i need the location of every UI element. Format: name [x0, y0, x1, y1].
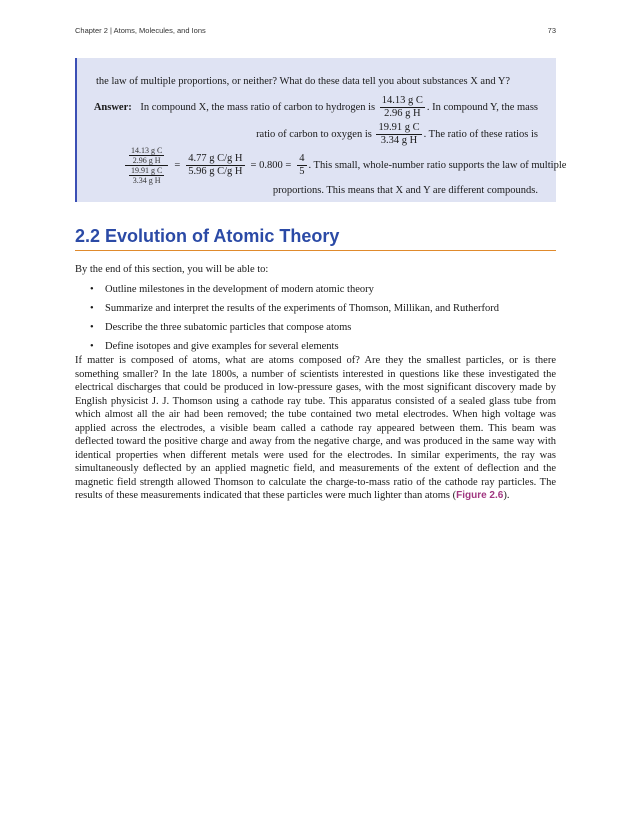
small-fraction-top: [129, 146, 164, 165]
list-item: • Summarize and interpret the results of the experiments of Thomson, Millikan, and Rutherford: [90, 302, 556, 321]
fraction-numerator: 14.13 g C: [381, 95, 423, 106]
list-item: • Outline milestones in the development of modern atomic theory: [90, 283, 556, 302]
figure-link[interactable]: Figure 2.6: [456, 490, 504, 501]
learning-objectives-list: [90, 283, 556, 359]
fraction-denominator: 3.34 g H: [380, 135, 418, 146]
list-item: • Define isotopes and give examples for several elements: [90, 340, 556, 359]
fraction-c-h-x: [380, 95, 425, 120]
fraction-numerator: 4: [299, 153, 305, 164]
fraction-denominator: 3.34 g H: [132, 176, 161, 185]
body-paragraph: [75, 354, 556, 503]
equals-sign: =: [174, 160, 181, 171]
answer-label: Answer:: [93, 101, 132, 113]
fraction-ratio-values: [186, 153, 244, 178]
answer-text-3: ratio of carbon to oxygen is: [256, 128, 372, 140]
answer-line-2: [256, 122, 538, 147]
answer-line-1: [94, 95, 538, 120]
fraction-four-fifths: [297, 153, 306, 178]
fraction-denominator: 5.96 g C/g H: [188, 166, 243, 177]
small-fraction-bottom: [129, 166, 164, 185]
compound-fraction: [125, 146, 168, 185]
question-continuation: the law of multiple proportions, or neither? What do these data tell you about substances X and Y?: [96, 76, 511, 87]
answer-line-4: proportions. This means that X and Y are different compounds.: [272, 185, 538, 196]
fraction-denominator: 5: [299, 166, 305, 177]
answer-text-4: . The ratio of these ratios is: [423, 128, 538, 140]
fraction-c-o-y: [376, 122, 421, 147]
fraction-numerator: 19.91 g C: [378, 122, 420, 133]
answer-text-5: . This small, whole-number ratio supports the law of multiple: [308, 160, 567, 171]
page-number: 73: [547, 26, 556, 35]
paragraph-text: If matter is composed of atoms, what are atoms composed of? Are they the smallest particles, or is there something smaller? In the late 1800s, a number of scientists interested in questions like these investigated the electrical discharges that could be produced in low-pressure gases, with the most significant discovery made by English physicist J. J. Thomson using a cathode ray tube. This apparatus consisted of a sealed glass tube from which almost all the air had been removed; the tube contained two metal electrodes. When high voltage was applied across the electrodes, a visible beam called a cathode ray appeared between them. This beam was deflected toward the positive charge and away from the negative charge, and was produced in the same way with identical properties when different metals were used for the electrodes. In similar experiments, the ray was simultaneously deflected by an applied magnetic field, and measurements of the extent of deflection and the magnetic field strength allowed Thomson to calculate the charge-to-mass ratio of the cathode ray particles. The results of these measurements indicated that these particles were much lighter than atoms (: [75, 355, 556, 501]
answer-text-2: . In compound Y, the mass: [426, 101, 538, 113]
fraction-numerator: 19.91 g C: [131, 166, 163, 175]
fraction-numerator: 4.77 g C/g H: [188, 153, 243, 164]
objectives-intro: By the end of this section, you will be able to:: [75, 264, 269, 275]
fraction-denominator: 2.96 g H: [384, 108, 421, 119]
list-item: • Describe the three subatomic particles that compose atoms: [90, 321, 556, 340]
example-answer-box: [75, 58, 567, 202]
chapter-title: Chapter 2 | Atoms, Molecules, and Ions: [75, 26, 206, 35]
fraction-numerator: 14.13 g C: [131, 146, 163, 155]
ratio-of-ratios-expression: [123, 146, 566, 185]
answer-text-1: In compound X, the mass ratio of carbon to hydrogen is: [140, 101, 376, 113]
paragraph-end: ).: [503, 490, 510, 501]
section-title: 2.2 Evolution of Atomic Theory: [75, 226, 556, 251]
fraction-denominator: 2.96 g H: [132, 156, 161, 165]
result-value: = 0.800 =: [250, 160, 292, 171]
